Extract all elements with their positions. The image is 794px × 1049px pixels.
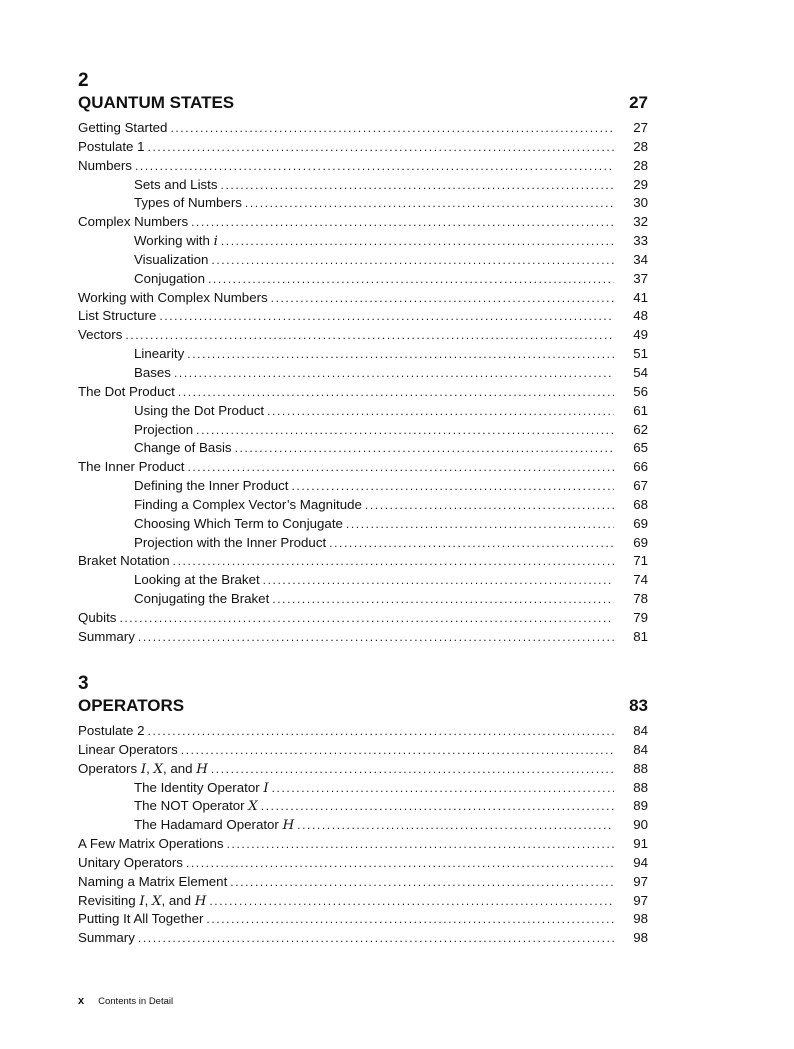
dot-leader	[227, 835, 614, 854]
dot-leader	[292, 477, 615, 496]
toc-entry-title	[134, 797, 261, 817]
chapter-page: 83	[629, 696, 648, 715]
title-text: Summary	[78, 628, 135, 644]
title-text: Summary	[78, 930, 135, 946]
toc-page-number: 90	[633, 817, 648, 833]
dot-leader	[221, 232, 614, 251]
dot-leader	[267, 402, 614, 421]
toc-page-number: 98	[633, 930, 648, 946]
toc-entry-title	[78, 138, 148, 157]
toc-entry-title	[134, 816, 297, 836]
dot-leader	[297, 816, 614, 835]
toc-subentry[interactable]	[78, 194, 648, 213]
toc-entry-title	[134, 590, 272, 609]
toc-entry-title	[78, 289, 271, 308]
toc-entry-title	[78, 552, 173, 571]
toc-entry-title	[78, 119, 170, 138]
toc-page-number: 84	[633, 741, 648, 757]
toc-entry-title	[78, 910, 206, 929]
dot-leader	[159, 307, 614, 326]
dot-leader	[261, 797, 614, 816]
toc-entry[interactable]	[78, 929, 648, 948]
dot-leader	[125, 326, 614, 345]
toc-page-number: 91	[633, 836, 648, 852]
math-symbol: X	[152, 893, 162, 909]
toc-entry-title	[78, 854, 186, 873]
toc-subentry[interactable]	[78, 571, 648, 590]
chapter-number: 3	[78, 673, 89, 694]
toc-page-number: 69	[633, 534, 648, 550]
title-text: Working with Complex Numbers	[78, 289, 268, 305]
title-text: Vectors	[78, 327, 123, 343]
toc-page-number: 97	[633, 892, 648, 908]
toc-entry[interactable]	[78, 383, 648, 402]
math-symbol: H	[196, 761, 208, 777]
toc-entry-title	[134, 496, 365, 515]
dot-leader	[170, 119, 614, 138]
title-text: Linearity	[134, 346, 185, 362]
toc-page-number: 79	[633, 609, 648, 625]
dot-leader	[272, 779, 614, 798]
toc-list	[78, 119, 648, 647]
title-text: Conjugating the Braket	[134, 591, 270, 607]
chapter-heading	[78, 92, 648, 114]
title-text: Choosing Which Term to Conjugate	[134, 515, 343, 531]
title-text: Putting It All Together	[78, 911, 204, 927]
dot-leader	[138, 628, 614, 647]
toc-list	[78, 722, 648, 948]
math-symbol: i	[213, 234, 218, 250]
title-text: Conjugation	[134, 270, 205, 286]
toc-subentry[interactable]	[78, 439, 648, 458]
title-text: Change of Basis	[134, 440, 232, 456]
toc-entry[interactable]	[78, 289, 648, 308]
toc-page-number: 54	[633, 364, 648, 380]
toc-page-number: 28	[633, 157, 648, 173]
toc-entry-title	[78, 722, 148, 741]
toc-entry-title	[78, 213, 191, 232]
title-text: The Dot Product	[78, 383, 175, 399]
toc-page-number: 62	[633, 421, 648, 437]
title-text: Complex Numbers	[78, 214, 189, 230]
chapter-number: 2	[78, 70, 89, 91]
dot-leader	[245, 194, 614, 213]
toc-entry-title	[134, 232, 221, 252]
title-text: Revisiting	[78, 892, 140, 908]
chapter-title: OPERATORS	[78, 696, 185, 715]
dot-leader	[191, 213, 614, 232]
title-text: List Structure	[78, 308, 157, 324]
title-text: Projection with the Inner Product	[134, 534, 327, 550]
title-text: Defining the Inner Product	[134, 478, 289, 494]
toc-subentry[interactable]	[78, 232, 648, 251]
title-text: , and	[161, 892, 195, 908]
toc-subentry[interactable]	[78, 515, 648, 534]
toc-page-number: 71	[633, 553, 648, 569]
dot-leader	[178, 383, 614, 402]
dot-leader	[346, 515, 614, 534]
toc-entry[interactable]	[78, 760, 648, 779]
toc-page-number: 68	[633, 496, 648, 512]
toc-entry-title	[134, 364, 174, 383]
toc-entry-title	[78, 383, 178, 402]
dot-leader	[272, 590, 614, 609]
toc-page-number: 37	[633, 270, 648, 286]
title-text: The Identity Operator	[134, 779, 264, 795]
toc-entry-title	[134, 251, 211, 270]
toc-page-number: 33	[633, 233, 648, 249]
toc-entry-title	[134, 515, 346, 534]
toc-entry-title	[78, 157, 135, 176]
dot-leader	[187, 458, 614, 477]
toc-page-number: 30	[633, 195, 648, 211]
dot-leader	[365, 496, 614, 515]
title-text: Unitary Operators	[78, 854, 183, 870]
toc-entry[interactable]	[78, 326, 648, 345]
title-text: The Hadamard Operator	[134, 817, 283, 833]
title-text: The NOT Operator	[134, 798, 249, 814]
math-symbol: I	[140, 761, 147, 777]
dot-leader	[230, 873, 614, 892]
title-text: Operators	[78, 760, 141, 776]
toc-page-number: 67	[633, 478, 648, 494]
page-folio: x	[78, 995, 85, 1007]
toc-subentry[interactable]	[78, 270, 648, 289]
running-footer-label: Contents in Detail	[98, 996, 174, 1007]
chapter-3	[78, 673, 648, 948]
dot-leader	[181, 741, 614, 760]
title-text: Sets and Lists	[134, 176, 218, 192]
toc-entry-title	[134, 534, 329, 553]
title-text: A Few Matrix Operations	[78, 836, 224, 852]
toc-subentry[interactable]	[78, 779, 648, 798]
dot-leader	[174, 364, 614, 383]
toc-subentry[interactable]	[78, 797, 648, 816]
toc-entry-title	[78, 307, 159, 326]
dot-leader	[196, 421, 614, 440]
toc-page-number: 81	[633, 628, 648, 644]
math-symbol: I	[263, 780, 269, 796]
title-text: Braket Notation	[78, 553, 170, 569]
toc-entry-title	[78, 873, 230, 892]
toc-entry-title	[134, 421, 196, 440]
dot-leader	[119, 609, 614, 628]
toc-page-number: 84	[633, 723, 648, 738]
toc-page-number: 29	[633, 176, 648, 192]
toc-entry-title	[78, 326, 125, 345]
toc-entry-title	[134, 194, 245, 213]
title-text: Looking at the Braket	[134, 572, 260, 588]
toc-entry-title	[78, 892, 209, 912]
chapter-heading	[78, 695, 648, 717]
toc-page-number: 94	[633, 854, 648, 870]
toc-entry-title	[134, 439, 235, 458]
toc-entry-title	[134, 176, 221, 195]
toc-page-number: 48	[633, 308, 648, 324]
toc-page-number: 88	[633, 779, 648, 795]
toc-page-number: 78	[633, 591, 648, 607]
toc-page-number: 56	[633, 383, 648, 399]
title-text: Getting Started	[78, 120, 168, 135]
chapter-title: QUANTUM STATES	[78, 93, 235, 112]
title-text: Bases	[134, 364, 171, 380]
toc-page-number: 51	[633, 346, 648, 362]
dot-leader	[221, 176, 614, 195]
title-text: Numbers	[78, 157, 132, 173]
title-text: Postulate 2	[78, 723, 145, 738]
dot-leader	[173, 552, 614, 571]
dot-leader	[148, 722, 614, 741]
toc-subentry[interactable]	[78, 816, 648, 835]
toc-subentry[interactable]	[78, 477, 648, 496]
toc-entry-title	[78, 835, 227, 854]
toc-page-number: 41	[633, 289, 648, 305]
toc-entry-title	[78, 741, 181, 760]
toc-subentry[interactable]	[78, 590, 648, 609]
toc-page-number: 89	[633, 798, 648, 814]
toc-entry-title	[78, 458, 187, 477]
toc-page-number: 97	[633, 873, 648, 889]
toc-entry[interactable]	[78, 138, 648, 157]
toc-subentry[interactable]	[78, 176, 648, 195]
toc-page-number: 32	[633, 214, 648, 230]
dot-leader	[211, 760, 614, 779]
title-text: Naming a Matrix Element	[78, 873, 228, 889]
toc-subentry[interactable]	[78, 534, 648, 553]
toc-page-number: 69	[633, 515, 648, 531]
title-text: Qubits	[78, 609, 117, 625]
title-text: Linear Operators	[78, 741, 178, 757]
toc-page-number: 28	[633, 138, 648, 154]
dot-leader	[138, 929, 614, 948]
title-text: The Inner Product	[78, 459, 185, 475]
toc-entry[interactable]	[78, 307, 648, 326]
dot-leader	[211, 251, 614, 270]
dot-leader	[208, 270, 614, 289]
title-text: Working with	[134, 233, 214, 249]
toc-entry-title	[134, 402, 267, 421]
toc-entry[interactable]	[78, 628, 648, 647]
dot-leader	[271, 289, 614, 308]
dot-leader	[186, 854, 614, 873]
toc-entry-title	[78, 929, 138, 948]
toc-entry[interactable]	[78, 552, 648, 571]
toc-page-number: 88	[633, 760, 648, 776]
toc-entry[interactable]	[78, 910, 648, 929]
toc-entry-title	[134, 345, 187, 364]
math-symbol: X	[248, 799, 258, 815]
toc-entry-title	[134, 571, 263, 590]
toc-page-number: 65	[633, 440, 648, 456]
dot-leader	[206, 910, 614, 929]
toc-entry-title	[78, 609, 119, 628]
title-text: Visualization	[134, 251, 209, 267]
toc-subentry[interactable]	[78, 402, 648, 421]
dot-leader	[148, 138, 614, 157]
toc-entry[interactable]	[78, 854, 648, 873]
math-symbol: H	[282, 818, 295, 834]
toc-entry[interactable]	[78, 835, 648, 854]
title-text: Using the Dot Product	[134, 402, 265, 418]
dot-leader	[263, 571, 614, 590]
toc-entry[interactable]	[78, 157, 648, 176]
toc-page-number: 34	[633, 251, 648, 267]
toc-page-number: 98	[633, 911, 648, 927]
title-text: Types of Numbers	[134, 195, 242, 211]
toc-entry-title	[78, 760, 211, 780]
page-footer	[78, 995, 173, 1007]
toc-entry[interactable]	[78, 892, 648, 911]
toc-entry-title	[78, 628, 138, 647]
title-text: ,	[144, 892, 152, 908]
dot-leader	[329, 534, 614, 553]
toc-entry-title	[134, 477, 292, 496]
toc-subentry[interactable]	[78, 421, 648, 440]
toc-entry-title	[134, 779, 272, 799]
toc-page-number: 61	[633, 402, 648, 418]
toc-page-number: 49	[633, 327, 648, 343]
math-symbol: I	[139, 893, 145, 909]
toc-page-number: 74	[633, 572, 648, 588]
math-symbol: X	[153, 761, 163, 777]
toc-entry[interactable]	[78, 119, 648, 138]
toc-page-number: 27	[633, 120, 648, 135]
dot-leader	[209, 892, 614, 911]
chapter-page: 27	[629, 93, 648, 112]
toc-entry[interactable]	[78, 741, 648, 760]
toc-entry-title	[134, 270, 208, 289]
toc-entry[interactable]	[78, 609, 648, 628]
math-symbol: H	[194, 893, 207, 909]
toc-entry[interactable]	[78, 213, 648, 232]
toc-entry[interactable]	[78, 873, 648, 892]
toc-subentry[interactable]	[78, 364, 648, 383]
toc-subentry[interactable]	[78, 251, 648, 270]
dot-leader	[187, 345, 614, 364]
toc-subentry[interactable]	[78, 345, 648, 364]
dot-leader	[135, 157, 614, 176]
title-text: Finding a Complex Vector’s Magnitude	[134, 496, 362, 512]
chapter-2	[78, 70, 648, 647]
toc-entry[interactable]	[78, 458, 648, 477]
toc-page-number: 66	[633, 459, 648, 475]
title-text: Projection	[134, 421, 194, 437]
title-text: , and	[162, 760, 197, 776]
dot-leader	[235, 439, 614, 458]
title-text: Postulate 1	[78, 138, 145, 154]
toc-subentry[interactable]	[78, 496, 648, 515]
title-text: ,	[146, 760, 154, 776]
toc-entry[interactable]	[78, 722, 648, 741]
